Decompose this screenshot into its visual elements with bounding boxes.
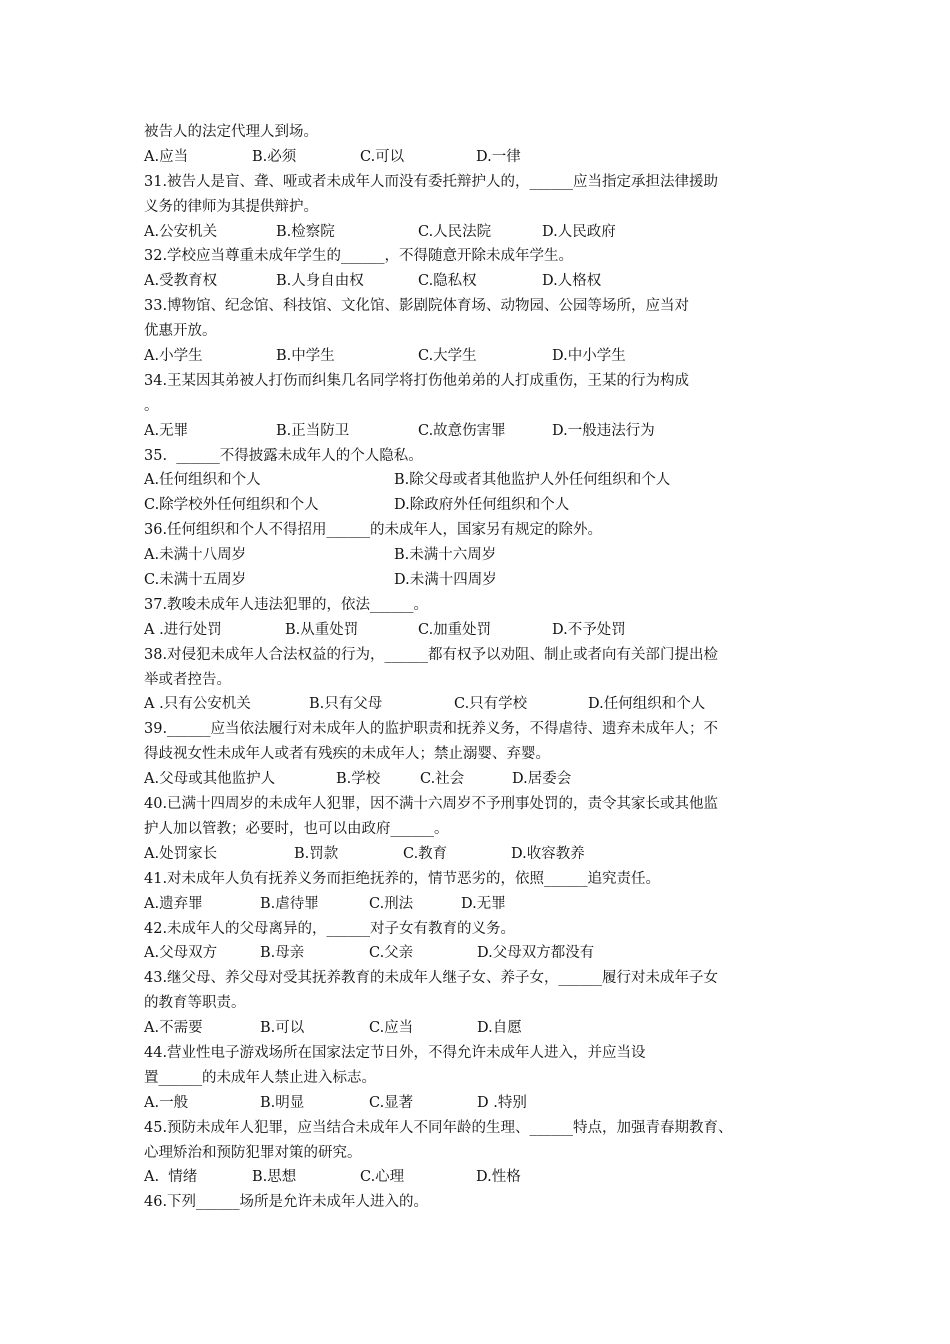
text-line: 的教育等职责。 (144, 995, 246, 1012)
option-c: C.社会 (420, 771, 465, 788)
option-d: D.未满十四周岁 (394, 572, 497, 589)
question-34: 34.王某因其弟被人打伤而纠集几名同学将打伤他弟弟的人打成重伤，王某的行为构成 (144, 372, 690, 389)
option-a: A.小学生 (144, 348, 203, 365)
option-a: A .进行处罚 (144, 621, 222, 638)
option-c: C.加重处罚 (418, 621, 492, 638)
text-line: 举或者控告。 (144, 671, 231, 688)
option-row (144, 419, 824, 444)
option-c: C.教育 (403, 845, 448, 862)
option-c: C.显著 (369, 1094, 414, 1111)
option-b: B.人身自由权 (276, 273, 364, 290)
option-row (144, 767, 824, 792)
option-d: D.中小学生 (552, 348, 626, 365)
option-d: D.任何组织和个人 (588, 696, 706, 713)
option-d: D.收容教养 (511, 845, 585, 862)
question-33: 33.博物馆、纪念馆、科技馆、文化馆、影剧院体育场、动物园、公园等场所，应当对 (144, 298, 690, 315)
option-a: A.一般 (144, 1094, 189, 1111)
option-b: B.母亲 (260, 945, 305, 962)
option-d: D.一律 (476, 148, 521, 165)
option-b: B.可以 (260, 1020, 305, 1037)
option-a: A.未满十八周岁 (144, 547, 247, 564)
text-line: 义务的律师为其提供辩护。 (144, 198, 318, 215)
option-a: A.无罪 (144, 422, 189, 439)
text-line: 优惠开放。 (144, 323, 217, 340)
text-line: 护人加以管教；必要时，也可以由政府______。 (144, 820, 449, 837)
option-b: B.未满十六周岁 (394, 547, 497, 564)
option-d: D.无罪 (461, 895, 506, 912)
option-row (144, 493, 824, 518)
option-row (144, 344, 824, 369)
question-37: 37.教唆未成年人违法犯罪的，依法______。 (144, 596, 429, 613)
option-a: A.不需要 (144, 1020, 203, 1037)
option-d: D.一般违法行为 (552, 422, 655, 439)
option-c: C.可以 (360, 148, 405, 165)
option-b: B.明显 (260, 1094, 305, 1111)
question-41: 41.对未成年人负有抚养义务而拒绝抚养的，情节恶劣的，依照______追究责任。 (144, 870, 661, 887)
question-31: 31.被告人是盲、聋、哑或者未成年人而没有委托辩护人的，______应当指定承担法律援助 (144, 173, 719, 190)
option-a: A.处罚家长 (144, 845, 218, 862)
option-a: A.遗弃罪 (144, 895, 203, 912)
question-39: 39.______应当依法履行对未成年人的监护职责和抚养义务，不得虐待、遗弃未成年人；不 (144, 721, 719, 738)
option-row (144, 269, 824, 294)
option-row (144, 941, 824, 966)
option-row (144, 1016, 824, 1041)
option-row (144, 543, 824, 568)
option-b: B.正当防卫 (276, 422, 350, 439)
option-b: B.罚款 (294, 845, 339, 862)
option-c: C.人民法院 (418, 223, 492, 240)
option-c: C.父亲 (369, 945, 414, 962)
text-line: 得歧视女性未成年人或者有残疾的未成年人；禁止溺婴、弃婴。 (144, 746, 550, 763)
option-d: D.除政府外任何组织和个人 (394, 497, 570, 514)
text-line: 心理矫治和预防犯罪对策的研究。 (144, 1144, 362, 1161)
option-b: B.虐待罪 (260, 895, 319, 912)
question-46: 46.下列______场所是允许未成年人进入的。 (144, 1194, 429, 1211)
option-d: D.人格权 (542, 273, 602, 290)
option-row (144, 220, 824, 245)
option-b: B.只有父母 (309, 696, 383, 713)
option-b: B.除父母或者其他监护人外任何组织和个人 (394, 472, 671, 489)
option-a: A .只有公安机关 (144, 696, 251, 713)
option-b: B.必须 (252, 148, 297, 165)
document-page (144, 120, 824, 1215)
option-row (144, 1165, 824, 1190)
question-40: 40.已满十四周岁的未成年人犯罪，因不满十六周岁不予刑事处罚的，责令其家长或其他监 (144, 796, 719, 813)
option-c: C.除学校外任何组织和个人 (144, 497, 319, 514)
option-row (144, 1091, 824, 1116)
option-c: C.应当 (369, 1020, 414, 1037)
option-row (144, 468, 824, 493)
option-row (144, 842, 824, 867)
text-line: 被告人的法定代理人到场。 (144, 124, 318, 140)
question-32: 32.学校应当尊重未成年学生的______，不得随意开除未成年学生。 (144, 248, 574, 265)
option-c: C.大学生 (418, 348, 477, 365)
option-a: A.应当 (144, 148, 189, 165)
option-b: B.中学生 (276, 348, 335, 365)
option-row (144, 568, 824, 593)
option-d: D.人民政府 (542, 223, 616, 240)
option-c: C.故意伤害罪 (418, 422, 506, 439)
option-b: B.从重处罚 (285, 621, 359, 638)
option-c: C.刑法 (369, 895, 414, 912)
option-d: D.居委会 (512, 771, 572, 788)
question-35: 35. ______不得披露未成年人的个人隐私。 (144, 447, 423, 464)
option-a: A.任何组织和个人 (144, 472, 261, 489)
option-b: B.学校 (336, 771, 381, 788)
option-a: A. 情绪 (144, 1169, 198, 1186)
option-c: C.未满十五周岁 (144, 572, 247, 589)
option-d: D.父母双方都没有 (477, 945, 595, 962)
question-45: 45.预防未成年人犯罪，应当结合未成年人不同年龄的生理、______特点，加强青春期教育、 (144, 1119, 733, 1136)
option-d: D.不予处罚 (552, 621, 626, 638)
option-a: A.父母双方 (144, 945, 218, 962)
option-d: D.性格 (476, 1169, 521, 1186)
option-row (144, 892, 824, 917)
question-44: 44.营业性电子游戏场所在国家法定节日外，不得允许未成年人进入，并应当设 (144, 1044, 646, 1061)
option-b: B.思想 (252, 1169, 297, 1186)
option-d: D.自愿 (477, 1020, 522, 1037)
option-row (144, 618, 824, 643)
text-line: 置______的未成年人禁止进入标志。 (144, 1069, 376, 1086)
question-38: 38.对侵犯未成年人合法权益的行为，______都有权予以劝阻、制止或者向有关部门提出检 (144, 646, 719, 663)
option-row (144, 145, 824, 170)
option-d: D .特别 (477, 1094, 527, 1111)
option-c: C.只有学校 (454, 696, 528, 713)
option-c: C.隐私权 (418, 273, 477, 290)
option-a: A.父母或其他监护人 (144, 771, 276, 788)
option-row (144, 692, 824, 717)
question-42: 42.未成年人的父母离异的，______对子女有教育的义务。 (144, 920, 516, 937)
option-a: A.受教育权 (144, 273, 218, 290)
text-line: 。 (144, 397, 159, 414)
option-a: A.公安机关 (144, 223, 218, 240)
option-b: B.检察院 (276, 223, 335, 240)
question-36: 36.任何组织和个人不得招用______的未成年人，国家另有规定的除外。 (144, 522, 603, 539)
question-43: 43.继父母、养父母对受其抚养教育的未成年人继子女、养子女，______履行对未成年子女 (144, 970, 719, 987)
option-c: C.心理 (360, 1169, 405, 1186)
